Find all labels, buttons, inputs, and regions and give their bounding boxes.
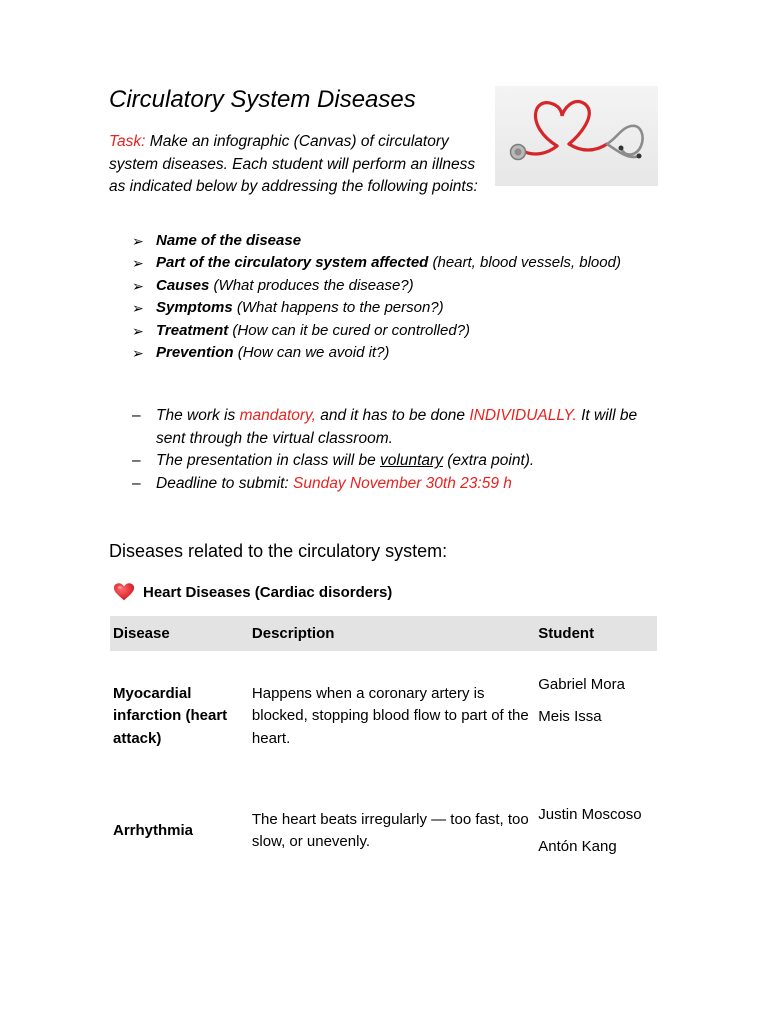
student-cell [535,651,657,782]
list-item: ➢ Causes (What produces the disease?) [131,275,621,297]
table-header-row [110,616,657,651]
notes-list [131,405,661,496]
heart-diseases-label: Heart Diseases (Cardiac disorders) [143,583,393,601]
list-item: ➢ Name of the disease [131,230,621,252]
heart-stethoscope-image [495,86,658,186]
task-label: Task: [109,133,146,150]
table-row [110,782,657,880]
task-text: Make an infographic (Canvas) of circulatory system diseases. Each student will perform an illness as indicated below by addressing the following points: [109,133,478,195]
list-item: – The work is mandatory, and it has to be done INDIVIDUALLY. It will be sent through the virtual classroom. [132,407,638,447]
student-name: Meis Issa [538,707,602,725]
description-cell: Happens when a coronary artery is blocked, stopping blood flow to part of the heart. [251,684,529,747]
column-header-student: Student [535,616,657,651]
list-item: ➢ Prevention (How can we avoid it?) [131,342,621,364]
student-name: Gabriel Mora [538,675,625,693]
column-header-description: Description [249,616,535,651]
student-cell [535,782,657,880]
disease-cell: Arrhythmia [113,821,194,839]
student-name: Justin Moscoso [538,806,642,823]
points-list [131,230,621,364]
dash-bullet: – [132,475,141,493]
heart-diseases-heading [113,581,392,603]
task-paragraph [109,131,479,199]
list-item: – Deadline to submit: Sunday November 30th 23:59 h [131,473,661,496]
arrow-bullet-icon: ➢ [132,233,144,249]
stethoscope-icon [495,86,658,186]
disease-cell: Myocardial infarction (heart attack) [113,684,228,747]
dash-bullet: – [132,407,141,424]
arrow-bullet-icon: ➢ [132,345,144,362]
column-header-disease: Disease [110,616,249,651]
dash-bullet: – [132,452,141,470]
deadline-highlight: Sunday November 30th 23:59 h [293,475,512,493]
list-item: – The presentation in class will be voluntary (extra point). [131,450,661,473]
student-name: Antón Kang [538,838,617,855]
arrow-bullet-icon: ➢ [132,300,144,317]
individually-highlight: INDIVIDUALLY. [469,407,577,424]
arrow-bullet-icon: ➢ [132,255,144,272]
list-item: ➢ Part of the circulatory system affected (heart, blood vessels, blood) [131,252,621,274]
description-cell: The heart beats irregularly — too fast, too slow, or unevenly. [251,810,529,850]
mandatory-highlight: mandatory, [239,407,316,424]
list-item: ➢ Symptoms (What happens to the person?) [131,297,621,319]
heart-icon [113,581,135,603]
arrow-bullet-icon: ➢ [132,277,144,294]
table-row [110,651,657,782]
arrow-bullet-icon: ➢ [132,322,144,339]
diseases-table [110,616,657,880]
voluntary-underline: voluntary [380,452,443,470]
page-title: Circulatory System Diseases [109,86,416,113]
section-heading: Diseases related to the circulatory system: [109,541,448,561]
list-item: ➢ Treatment (How can it be cured or controlled?) [131,320,621,342]
